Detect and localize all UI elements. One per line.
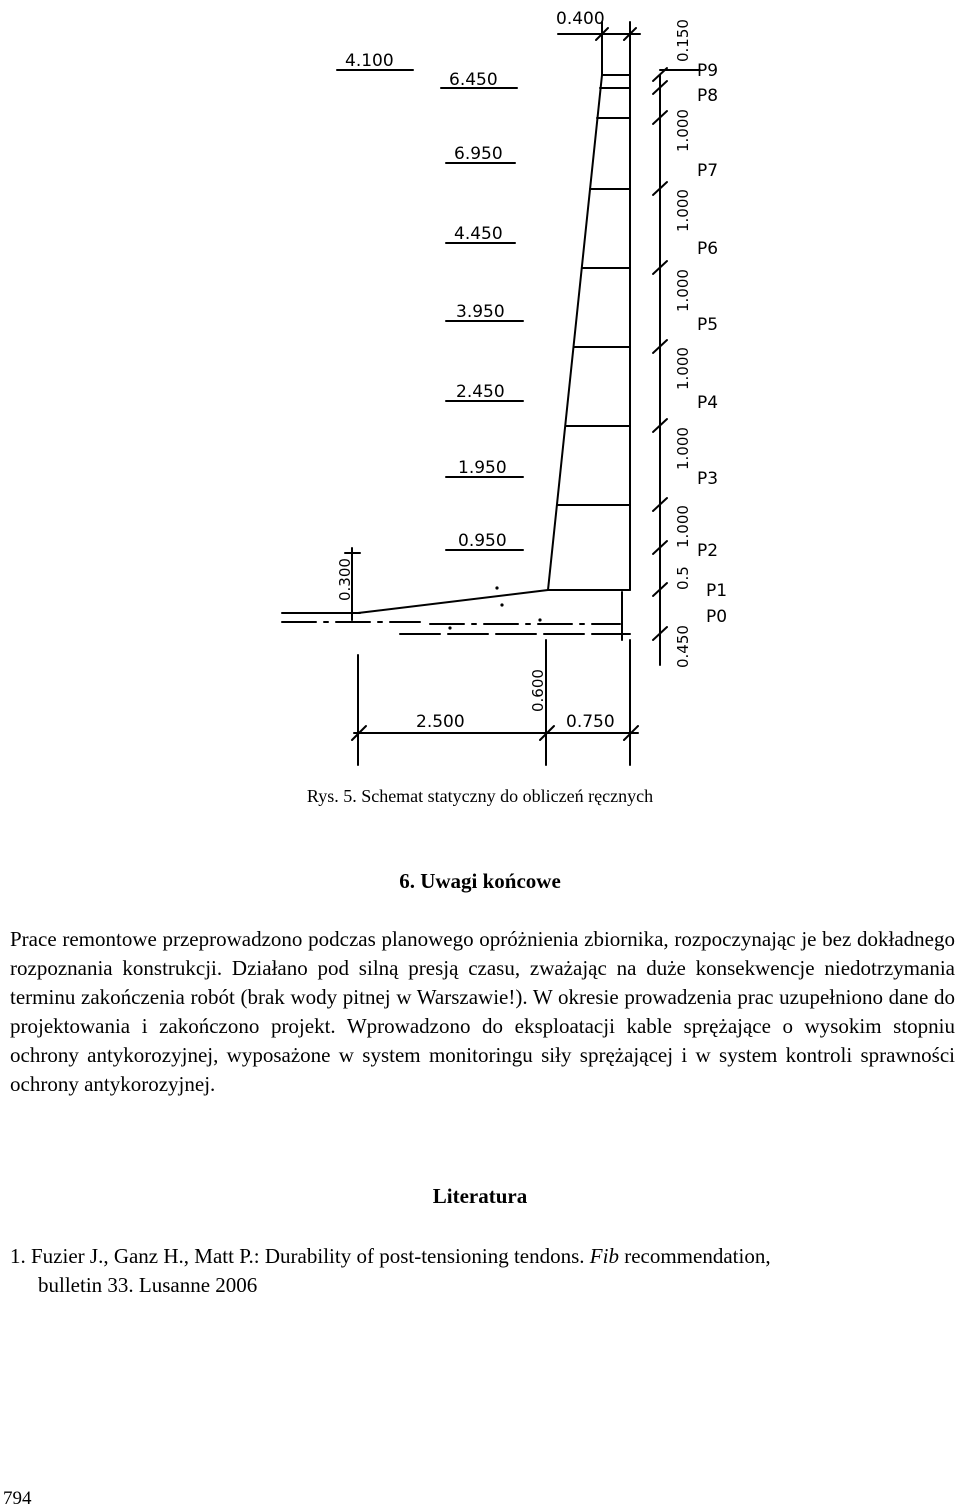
- level-label: 6.950: [454, 144, 503, 164]
- reference-text: Fuzier J., Ganz H., Matt P.: Durability of post-tensioning tendons.: [31, 1244, 590, 1268]
- bottom-dimension-label: 0.750: [566, 712, 615, 732]
- point-label: P7: [697, 161, 719, 181]
- references-heading: Literatura: [432, 1184, 528, 1208]
- reference-italic: Fib: [589, 1244, 619, 1268]
- bottom-dimension-label: 2.500: [416, 712, 465, 732]
- right-dimension-label: 1.000: [674, 109, 692, 152]
- level-label: 3.950: [456, 302, 505, 322]
- body-paragraph: Prace remontowe przeprowadzono podczas planowego opróżnienia zbiornika, rozpoczynając je bez dokładnego rozpoznania konstrukcji. Działano pod silną presją czasu, zważając na duże konsekwencje niedotrzymania terminu zakończenia robót (brak wody pitnej w Warszawie!). W okresie prowadzenia prac uzupełniono dane do projektowania i zakończono projekt. Wprowadzono do eksploatacji kable sprężające o wysokim stopniu ochrony antykorozyjnej, wyposażone w system monitoringu siły sprężającej i w system kontroli sprawności ochrony antykorozyjnej.: [10, 927, 955, 1096]
- level-label: 6.450: [449, 70, 498, 90]
- level-label: 4.100: [345, 51, 394, 71]
- figure-caption: Rys. 5. Schemat statyczny do obliczeń ręcznych: [306, 786, 654, 806]
- right-dimension-label: 1.000: [674, 505, 692, 548]
- point-label: P1: [706, 581, 728, 601]
- reference-number: 1.: [10, 1244, 26, 1268]
- level-label: 0.950: [458, 531, 507, 551]
- top-dimension-label: 0.400: [556, 9, 605, 29]
- slab-top: [358, 590, 548, 613]
- reference-line2: bulletin 33. Lusanne 2006: [38, 1273, 258, 1297]
- point-label: P9: [697, 61, 719, 81]
- point-label: P0: [706, 607, 728, 627]
- reference-text-end: recommendation,: [618, 1244, 771, 1268]
- right-dimension-label: 1.000: [674, 347, 692, 390]
- right-dimension-label: 0.450: [674, 625, 692, 668]
- right-dimension-label: 1.000: [674, 427, 692, 470]
- point-label: P4: [697, 393, 719, 413]
- point-label: P8: [697, 86, 719, 106]
- section-heading: 6. Uwagi końcowe: [399, 869, 561, 893]
- top-dimension-label: 0.150: [674, 19, 692, 62]
- level-label: 4.450: [454, 224, 503, 244]
- right-dimension-label: 0.5: [674, 566, 692, 590]
- point-label: P6: [697, 239, 719, 259]
- right-dimension-label: 1.000: [674, 269, 692, 312]
- wall-left-edge: [548, 75, 602, 590]
- right-dimension-label: 1.000: [674, 189, 692, 232]
- left-height-label: 0.300: [336, 558, 354, 601]
- level-label: 1.950: [458, 458, 507, 478]
- reference-item: [10, 1242, 955, 1300]
- point-label: P2: [697, 541, 719, 561]
- base-depth-label: 0.600: [529, 669, 547, 712]
- page-number: 794: [3, 1488, 32, 1509]
- point-label: P3: [697, 469, 719, 489]
- point-label: P5: [697, 315, 719, 335]
- level-label: 2.450: [456, 382, 505, 402]
